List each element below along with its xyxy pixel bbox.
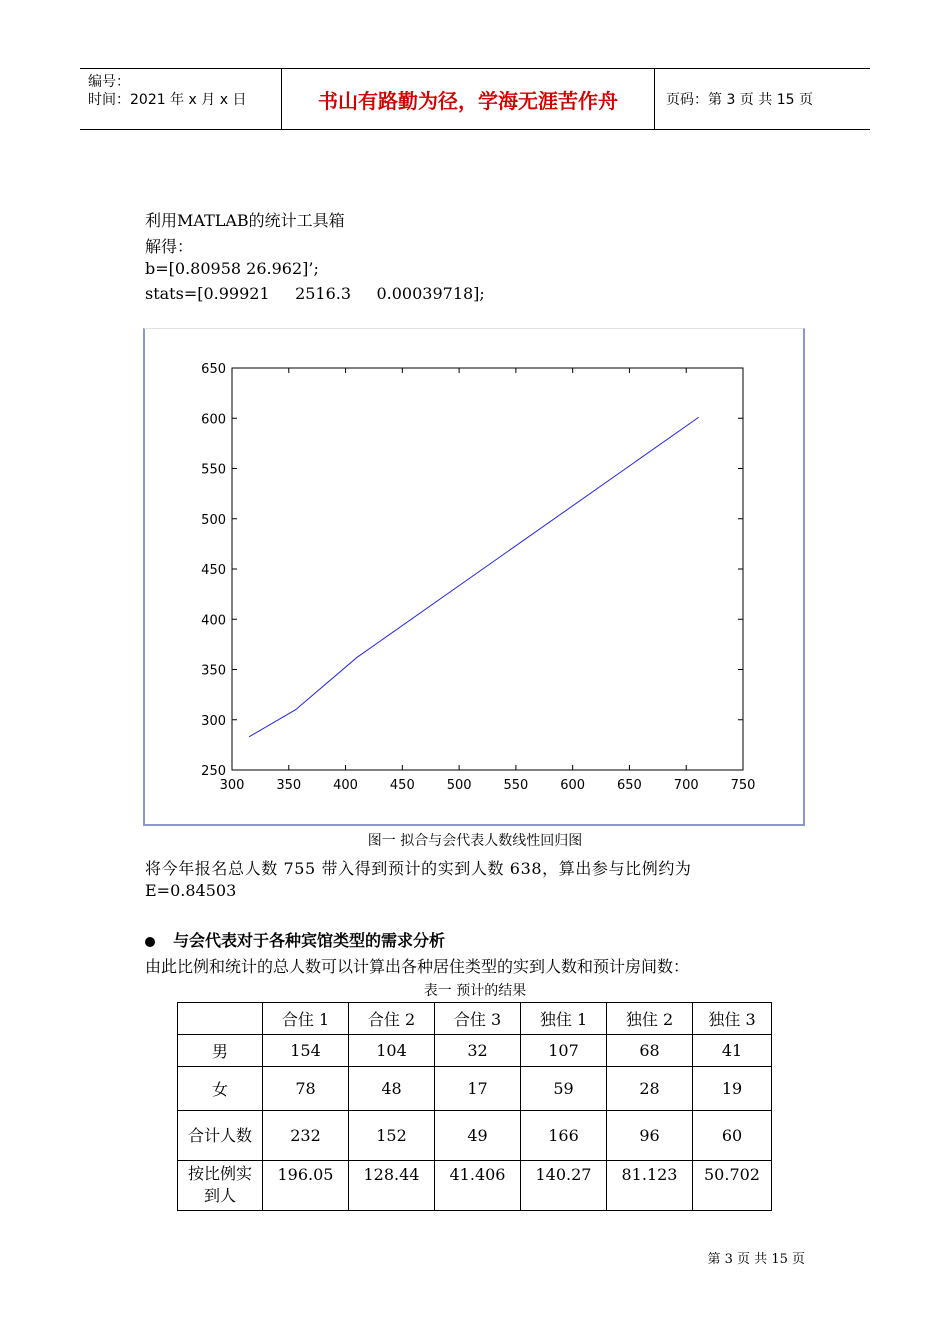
table-cell: 49 [435, 1111, 521, 1161]
page-header [80, 68, 870, 130]
x-tick-label: 550 [503, 778, 529, 793]
table-header-cell: 合住 1 [263, 1003, 349, 1035]
y-tick-label: 350 [201, 663, 226, 679]
table-row [178, 1067, 772, 1111]
body-line-2: 解得： [145, 237, 194, 256]
table-cell: 140.27 [521, 1161, 607, 1211]
x-tick-label: 750 [730, 778, 756, 793]
table-cell: 166 [521, 1111, 607, 1161]
table-cell: 68 [607, 1035, 693, 1067]
table-cell: 32 [435, 1035, 521, 1067]
y-tick-label: 550 [201, 462, 226, 478]
plot-area [232, 368, 743, 770]
x-tick-label: 500 [446, 778, 472, 793]
table-cell: 104 [349, 1035, 435, 1067]
table-cell: 50.702 [693, 1161, 772, 1211]
y-tick-label: 400 [201, 613, 226, 629]
table-cell: 196.05 [263, 1161, 349, 1211]
table-header-row [178, 1003, 772, 1035]
section-heading [145, 928, 445, 951]
table-cell: 81.123 [607, 1161, 693, 1211]
y-tick-label: 600 [201, 412, 226, 428]
x-tick-label: 650 [617, 778, 642, 793]
x-tick-label: 300 [219, 778, 245, 793]
table-cell: 96 [607, 1111, 693, 1161]
table-cell: 41 [693, 1035, 772, 1067]
x-tick-label: 700 [673, 778, 699, 793]
table-cell: 41.406 [435, 1161, 521, 1211]
x-tick-label: 350 [276, 778, 302, 793]
table-row [178, 1111, 772, 1161]
table-cell: 78 [263, 1067, 349, 1111]
y-tick-label: 450 [201, 563, 226, 578]
table-cell: 合计人数 [178, 1111, 263, 1161]
header-meta [80, 69, 282, 129]
header-page-info: 页码：第 3 页 共 15 页 [666, 92, 813, 108]
table-header-cell: 独住 3 [693, 1003, 772, 1035]
table-cell: 152 [349, 1111, 435, 1161]
y-tick-label: 650 [201, 362, 226, 377]
table-cell: 男 [178, 1035, 263, 1067]
table-cell: 女 [178, 1067, 263, 1111]
table-row [178, 1161, 772, 1211]
page-footer: 第 3 页 共 15 页 [707, 1252, 805, 1267]
table-caption: 表一 预计的结果 [423, 983, 527, 999]
y-tick-label: 250 [201, 764, 226, 779]
figure-caption: 图一 拟合与会代表人数线性回归图 [367, 833, 583, 849]
table-cell: 17 [435, 1067, 521, 1111]
y-tick-label: 500 [201, 512, 226, 528]
table-cell: 128.44 [349, 1161, 435, 1211]
figure-frame [143, 328, 805, 826]
para-line-2: E=0.84503 [145, 881, 237, 900]
table-header-cell: 合住 2 [349, 1003, 435, 1035]
table-cell: 按比例实到人 [178, 1161, 263, 1211]
body-line-3: b=[0.80958 26.962]’; [145, 259, 319, 278]
body-line-4: stats=[0.99921 2516.3 0.00039718]; [145, 284, 485, 303]
table-cell: 154 [263, 1035, 349, 1067]
doc-number-label: 编号： [88, 74, 130, 90]
header-motto: 书山有路勤为径，学海无涯苦作舟 [282, 69, 655, 129]
table-cell: 19 [693, 1067, 772, 1111]
doc-time-label: 时间：2021 年 x 月 x 日 [88, 92, 247, 108]
section-heading-text: 与会代表对于各种宾馆类型的需求分析 [173, 931, 446, 950]
x-tick-label: 600 [560, 778, 586, 793]
regression-chart [145, 329, 803, 823]
table-header-cell: 独住 1 [521, 1003, 607, 1035]
table-header-cell: 独住 2 [607, 1003, 693, 1035]
x-tick-label: 400 [333, 778, 358, 793]
table-cell: 48 [349, 1067, 435, 1111]
table-header-cell [178, 1003, 263, 1035]
table-cell: 28 [607, 1067, 693, 1111]
para-line-1: 将今年报名总人数 755 带入得到预计的实到人数 638，算出参与比例约为 [145, 859, 692, 878]
x-tick-label: 450 [389, 778, 415, 793]
section-intro: 由此比例和统计的总人数可以计算出各种居住类型的实到人数和预计房间数： [145, 957, 690, 976]
body-line-1: 利用MATLAB的统计工具箱 [145, 211, 345, 230]
bullet-icon [145, 937, 155, 947]
table-cell: 107 [521, 1035, 607, 1067]
table-cell: 232 [263, 1111, 349, 1161]
y-tick-label: 300 [201, 713, 226, 729]
table-row [178, 1035, 772, 1067]
table-header-cell: 合住 3 [435, 1003, 521, 1035]
results-table [177, 1002, 772, 1211]
table-cell: 59 [521, 1067, 607, 1111]
table-cell: 60 [693, 1111, 772, 1161]
